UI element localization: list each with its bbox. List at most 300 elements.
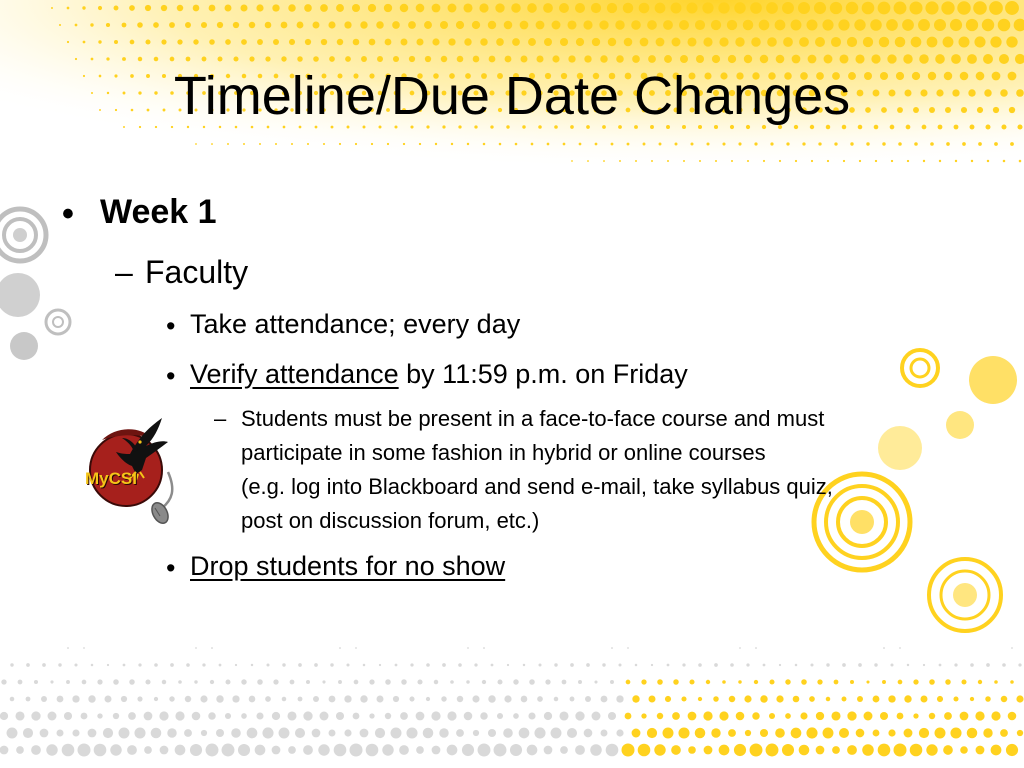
decor-dot xyxy=(960,712,969,721)
decor-dot xyxy=(611,647,613,649)
decor-dot xyxy=(615,20,624,29)
decor-dot xyxy=(689,679,694,684)
decor-dot xyxy=(882,142,885,145)
decor-dot xyxy=(766,744,779,757)
subnote-line-1: Students must be present in a face-to-face course and must xyxy=(241,406,825,431)
decor-dot xyxy=(649,696,656,703)
decor-dot xyxy=(462,744,474,756)
decor-dot xyxy=(672,712,680,720)
decor-dot xyxy=(1003,160,1006,163)
decor-dot xyxy=(744,695,751,702)
decor-dot xyxy=(667,664,670,667)
decor-dot xyxy=(719,745,730,756)
decor-dot xyxy=(727,20,737,30)
decor-dot xyxy=(441,696,446,701)
decor-dot xyxy=(483,647,485,649)
decor-dot xyxy=(435,143,437,145)
decor-dot xyxy=(251,664,253,666)
decor-dot xyxy=(129,679,134,684)
decor-dot xyxy=(601,696,608,703)
decor-dot xyxy=(377,696,384,703)
decor-dot xyxy=(706,142,709,145)
decor-dot xyxy=(329,730,336,737)
decor-dot xyxy=(578,680,582,684)
decor-dot xyxy=(265,56,270,61)
decor-dot xyxy=(595,143,598,146)
decor-dot xyxy=(0,746,8,755)
decor-dot xyxy=(750,2,762,14)
decor-dot xyxy=(330,663,333,666)
decor-dot xyxy=(202,57,207,62)
decor-dot xyxy=(608,712,616,720)
decor-dot xyxy=(722,142,725,145)
decor-dot xyxy=(90,23,93,26)
decor-dot xyxy=(328,21,335,28)
decor-dot xyxy=(159,711,168,720)
decor-dot xyxy=(1010,680,1014,684)
decor-dot xyxy=(161,39,166,44)
decor-dot xyxy=(295,728,305,738)
decor-dot xyxy=(552,21,561,30)
decor-dot xyxy=(703,37,712,46)
decor-dot xyxy=(408,21,416,29)
decor-dot xyxy=(154,697,158,701)
decor-dot xyxy=(507,664,509,666)
decor-dot xyxy=(571,160,573,162)
decor-dot xyxy=(255,745,266,756)
decor-dot xyxy=(192,712,201,721)
decor-dot xyxy=(363,664,366,667)
decor-dot xyxy=(991,745,1002,756)
decor-dot xyxy=(448,38,455,45)
decor-dot xyxy=(34,680,38,684)
decor-dot xyxy=(830,2,842,14)
decor-dot xyxy=(994,680,998,684)
decor-dot xyxy=(842,697,847,702)
decor-dot xyxy=(344,21,351,28)
decor-dot xyxy=(336,712,344,720)
decor-dot xyxy=(611,143,614,146)
decor-dot xyxy=(18,680,23,685)
decor-dot xyxy=(406,727,417,738)
decor-dot xyxy=(225,679,230,684)
decor-dot xyxy=(416,4,425,13)
decor-dot xyxy=(42,663,46,667)
decor-dot xyxy=(904,729,913,738)
decor-dot xyxy=(352,4,360,12)
decor-dot xyxy=(185,696,191,702)
left-gray-circles xyxy=(0,209,70,360)
decor-dot xyxy=(754,142,757,145)
decor-dot xyxy=(864,712,873,721)
decor-dot xyxy=(746,663,749,666)
decor-dot xyxy=(886,19,898,31)
decor-dot xyxy=(291,143,293,145)
decor-dot xyxy=(353,713,360,720)
decor-dot xyxy=(202,663,205,666)
decor-dot xyxy=(826,663,829,666)
decor-dot xyxy=(690,142,693,145)
decor-dot xyxy=(482,680,486,684)
decor-dot xyxy=(606,744,619,757)
decor-dot xyxy=(288,746,296,754)
decor-dot xyxy=(547,143,550,146)
decor-dot xyxy=(672,38,681,47)
decor-dot xyxy=(243,143,245,145)
decor-dot xyxy=(473,730,479,736)
decor-dot xyxy=(480,712,487,719)
decor-dot xyxy=(640,38,649,47)
decor-dot xyxy=(400,712,408,720)
decor-dot xyxy=(491,664,494,667)
decor-dot xyxy=(603,160,605,162)
decor-dot xyxy=(75,58,77,60)
decor-dot xyxy=(834,142,837,145)
decor-dot xyxy=(826,697,830,701)
decor-dot xyxy=(955,160,957,162)
decor-dot xyxy=(440,21,448,29)
decor-dot xyxy=(259,143,261,145)
decor-dot xyxy=(233,22,239,28)
decor-dot xyxy=(643,143,646,146)
decor-dot xyxy=(354,680,359,685)
decor-dot xyxy=(695,728,706,739)
decor-dot xyxy=(801,679,807,685)
subheading-faculty: Faculty xyxy=(145,254,249,290)
decor-dot xyxy=(322,680,325,683)
decor-dot xyxy=(1010,142,1014,146)
decor-dot xyxy=(128,712,136,720)
decor-dot xyxy=(654,744,665,755)
decor-dot xyxy=(799,37,809,47)
decor-dot xyxy=(195,647,197,649)
decor-dot xyxy=(113,713,119,719)
decor-dot xyxy=(321,39,327,45)
decor-dot xyxy=(297,56,303,62)
decor-dot xyxy=(416,746,424,754)
decor-dot xyxy=(281,22,288,29)
decor-dot xyxy=(190,744,202,756)
decor-dot xyxy=(711,728,720,737)
decor-dot xyxy=(122,23,127,28)
decor-dot xyxy=(439,728,448,737)
decor-dot xyxy=(529,679,535,685)
decor-dot xyxy=(175,745,186,756)
decor-dot xyxy=(193,39,198,44)
decor-dot xyxy=(698,663,702,667)
decor-dot xyxy=(1006,744,1018,756)
decor-dot xyxy=(954,663,957,666)
decor-dot xyxy=(599,20,608,29)
decor-dot xyxy=(656,38,665,47)
decor-dot xyxy=(970,663,974,667)
decor-dot xyxy=(823,728,834,739)
decor-dot xyxy=(31,711,40,720)
decor-dot xyxy=(395,664,398,667)
decor-dot xyxy=(391,728,402,739)
decor-dot xyxy=(641,679,646,684)
decor-dot xyxy=(338,680,342,684)
decor-dot xyxy=(170,57,175,62)
decor-dot xyxy=(631,20,641,30)
decor-dot xyxy=(847,711,856,720)
decor-dot xyxy=(225,713,231,719)
decor-dot xyxy=(91,664,94,667)
decor-dot xyxy=(527,3,537,13)
decor-dot xyxy=(704,746,713,755)
decor-dot xyxy=(426,663,430,667)
decor-dot xyxy=(659,143,662,146)
decor-dot xyxy=(7,728,18,739)
decor-dot xyxy=(587,160,589,162)
decor-dot xyxy=(1011,647,1013,649)
decor-dot xyxy=(857,696,863,702)
decor-dot xyxy=(560,746,568,754)
decor-dot xyxy=(793,696,800,703)
decor-dot xyxy=(897,713,904,720)
decor-dot xyxy=(510,744,522,756)
decor-dot xyxy=(26,663,30,667)
decor-dot xyxy=(866,680,869,683)
decor-dot xyxy=(678,727,689,738)
decor-dot xyxy=(82,680,87,685)
decor-dot xyxy=(360,729,369,738)
decor-dot xyxy=(88,729,97,738)
decor-dot xyxy=(770,142,773,145)
decor-dot xyxy=(450,680,454,684)
item-take-attendance: Take attendance; every day xyxy=(190,309,521,339)
decor-dot xyxy=(249,696,256,703)
decor-dot xyxy=(975,711,984,720)
decor-dot xyxy=(62,744,75,757)
decor-dot xyxy=(910,744,923,757)
bullet-verify-attendance: • xyxy=(166,361,176,391)
decor-dot xyxy=(728,729,736,737)
decor-dot xyxy=(499,143,502,146)
decor-dot xyxy=(939,160,941,162)
decor-dot xyxy=(688,712,697,721)
decor-dot xyxy=(154,663,158,667)
decor-dot xyxy=(686,2,697,13)
decor-dot xyxy=(282,697,287,702)
decor-dot xyxy=(831,711,840,720)
decor-dot xyxy=(1001,696,1008,703)
decor-dot xyxy=(695,20,705,30)
item-verify-attendance xyxy=(190,359,688,390)
decor-dot xyxy=(958,36,969,47)
decor-dot xyxy=(419,143,421,145)
decor-dot xyxy=(731,160,733,162)
decor-dot xyxy=(178,680,182,684)
decor-dot xyxy=(703,711,712,720)
decor-dot xyxy=(288,4,295,11)
decor-dot xyxy=(785,713,791,719)
decor-dot xyxy=(31,745,41,755)
decor-dot xyxy=(385,39,392,46)
decor-dot xyxy=(839,728,849,738)
decor-dot xyxy=(1019,160,1022,163)
decor-dot xyxy=(907,664,909,666)
decor-dot xyxy=(193,5,200,12)
decor-dot xyxy=(209,39,215,45)
decor-dot xyxy=(467,647,469,649)
decor-dot xyxy=(755,647,757,649)
decor-dot xyxy=(891,160,893,162)
decor-dot xyxy=(752,712,759,719)
decor-dot xyxy=(834,680,839,685)
decor-dot xyxy=(355,143,357,145)
decor-dot xyxy=(647,728,657,738)
decor-dot xyxy=(282,663,285,666)
decor-dot xyxy=(554,663,557,666)
item-drop-students: Drop students for no show xyxy=(190,551,506,581)
decor-dot xyxy=(201,22,207,28)
decor-dot xyxy=(123,664,126,667)
decor-dot xyxy=(151,728,162,739)
decor-dot xyxy=(776,695,783,702)
decor-dot xyxy=(799,745,810,756)
decor-dot xyxy=(456,21,464,29)
decor-dot xyxy=(880,712,888,720)
decor-dot xyxy=(632,729,641,738)
decor-dot xyxy=(497,713,503,719)
decor-dot xyxy=(1,679,6,684)
decor-dot xyxy=(114,6,119,11)
decor-dot xyxy=(818,142,821,145)
decor-dot xyxy=(184,729,192,737)
decor-dot xyxy=(923,664,925,666)
decor-dot xyxy=(971,160,973,162)
decor-dot xyxy=(817,679,822,684)
decor-dot xyxy=(417,679,422,684)
decor-dot xyxy=(257,679,263,685)
decor-dot xyxy=(78,744,91,757)
decor-dot xyxy=(967,728,978,739)
decor-dot xyxy=(987,160,989,162)
decor-dot xyxy=(769,713,775,719)
decor-dot xyxy=(1017,730,1023,736)
decor-dot xyxy=(448,4,457,13)
decor-dot xyxy=(809,696,815,702)
decor-dot xyxy=(488,21,496,29)
decor-dot xyxy=(663,728,674,739)
decor-dot xyxy=(913,713,918,718)
decor-dot xyxy=(536,21,545,30)
decor-dot xyxy=(579,143,582,146)
decor-dot xyxy=(369,39,376,46)
heading-week-1: Week 1 xyxy=(100,193,217,231)
decor-dot xyxy=(426,697,430,701)
decor-dot xyxy=(610,680,614,684)
decor-dot xyxy=(592,38,600,46)
decor-dot xyxy=(72,695,79,702)
decor-dot xyxy=(145,39,150,44)
decor-dot xyxy=(619,160,621,162)
decor-dot xyxy=(563,143,566,146)
decor-dot xyxy=(97,713,102,718)
decor-dot xyxy=(874,663,877,666)
decor-dot xyxy=(907,160,909,162)
decor-dot xyxy=(734,2,745,13)
decor-dot xyxy=(570,663,574,667)
decor-dot xyxy=(946,142,950,146)
decor-dot xyxy=(882,680,886,684)
decor-dot xyxy=(859,160,861,162)
decor-dot xyxy=(627,143,630,146)
decor-dot xyxy=(520,21,529,30)
decor-dot xyxy=(856,729,865,738)
decor-dot xyxy=(217,22,223,28)
decor-dot xyxy=(719,711,728,720)
decor-dot xyxy=(962,142,966,146)
decor-dot xyxy=(1002,663,1006,667)
decor-dot xyxy=(97,679,102,684)
decor-dot xyxy=(16,746,24,754)
decor-dot xyxy=(675,143,678,146)
decor-dot xyxy=(41,696,47,702)
decor-dot xyxy=(48,712,57,721)
decor-dot xyxy=(318,744,329,755)
decor-dot xyxy=(878,744,891,757)
decor-dot xyxy=(814,2,826,14)
decor-dot xyxy=(618,663,621,666)
decor-dot xyxy=(10,697,15,702)
decor-dot xyxy=(329,56,335,62)
decor-dot xyxy=(303,745,313,755)
decor-dot xyxy=(185,22,191,28)
decor-dot xyxy=(81,713,88,720)
decor-dot xyxy=(266,663,269,666)
decor-dot xyxy=(262,727,273,738)
decor-dot xyxy=(647,20,657,30)
decor-dot xyxy=(970,697,974,701)
decor-dot xyxy=(534,727,545,738)
decor-dot xyxy=(353,39,360,46)
decor-dot xyxy=(698,697,702,701)
decor-dot xyxy=(950,19,962,31)
decor-dot xyxy=(496,38,504,46)
decor-dot xyxy=(72,729,79,736)
decor-dot xyxy=(957,1,970,14)
decor-dot xyxy=(847,37,857,47)
decor-dot xyxy=(161,5,167,11)
decor-dot xyxy=(802,142,805,145)
decor-dot xyxy=(590,744,602,756)
decor-dot xyxy=(782,2,794,14)
decor-dot xyxy=(779,664,781,666)
decor-dot xyxy=(941,1,954,14)
decor-dot xyxy=(978,680,982,684)
decor-dot xyxy=(249,56,254,61)
decor-dot xyxy=(240,4,247,11)
decor-dot xyxy=(177,39,182,44)
decor-dot xyxy=(583,20,592,29)
decor-dot xyxy=(384,4,392,12)
decor-dot xyxy=(385,679,391,685)
decor-dot xyxy=(313,696,319,702)
decor-dot xyxy=(15,711,24,720)
decor-dot xyxy=(360,21,367,28)
decor-dot xyxy=(424,21,432,29)
decor-dot xyxy=(735,37,744,46)
decor-dot xyxy=(879,37,889,47)
decor-dot xyxy=(875,160,877,162)
decor-dot xyxy=(447,745,458,756)
decor-dot xyxy=(734,744,746,756)
decor-dot xyxy=(898,142,902,146)
decor-dot xyxy=(827,160,829,162)
decor-dot xyxy=(527,745,538,756)
